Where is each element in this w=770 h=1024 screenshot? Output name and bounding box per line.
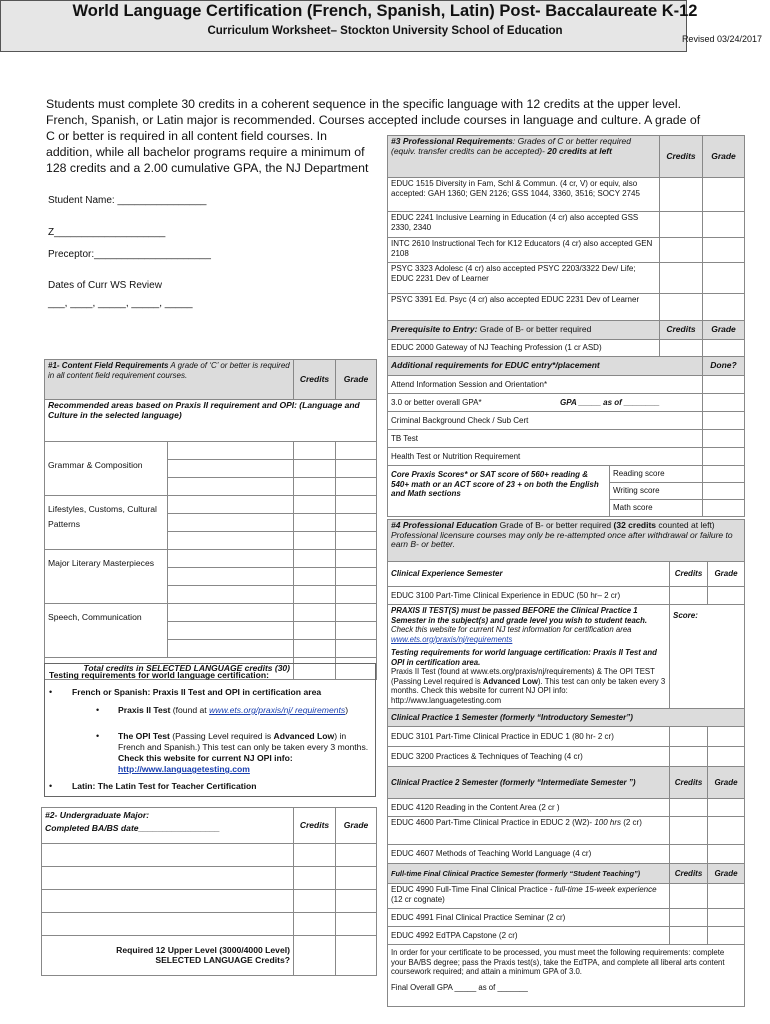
testing-praxis-item [118, 705, 368, 716]
praxis-close: ) [345, 705, 349, 715]
praxis-found-at: (found at [170, 705, 210, 715]
done-blank[interactable] [703, 448, 745, 466]
course-blank[interactable] [42, 844, 294, 867]
opi-link[interactable]: http://www.languagetesting.com [118, 764, 250, 774]
entry-done-header: Done? [703, 357, 745, 376]
course-blank[interactable] [42, 890, 294, 913]
grade-blank[interactable] [708, 747, 745, 767]
grade-blank[interactable] [336, 622, 377, 640]
s4-title-c: (32 credits [613, 520, 657, 530]
credits-blank[interactable] [660, 238, 703, 263]
entry-background: Criminal Background Check / Sub Cert [388, 412, 703, 430]
done-blank[interactable] [703, 376, 745, 394]
educ-4600 [388, 817, 670, 845]
grade-blank[interactable] [703, 294, 745, 321]
revised-date: Revised 03/24/2017 [681, 34, 762, 44]
ft-credits-header: Credits [670, 864, 708, 884]
done-blank[interactable] [703, 430, 745, 448]
grade-blank[interactable] [336, 890, 377, 913]
final-gpa-field[interactable]: Final Overall GPA _____ as of _______ [391, 982, 528, 992]
bullet-icon: • [96, 705, 100, 715]
grade-blank[interactable] [708, 909, 745, 927]
educ-4992: EDUC 4992 EdTPA Capstone (2 cr) [388, 927, 670, 945]
bullet-icon: • [96, 731, 100, 741]
grade-blank[interactable] [336, 532, 377, 550]
testing-french-spanish: French or Spanish: Praxis II Test and OPI in certification area [72, 687, 322, 697]
credits-blank[interactable] [294, 550, 336, 568]
educ-4991: EDUC 4991 Final Clinical Practice Seminar (2 cr) [388, 909, 670, 927]
testing-box [44, 663, 376, 797]
s4-title-cell [388, 520, 745, 562]
grade-blank[interactable] [708, 727, 745, 747]
opi-label: The OPI Test [118, 731, 170, 741]
area-lifestyles: Lifestyles, Customs, Cultural Patterns [45, 496, 168, 550]
final-requirements-cell [388, 945, 745, 1007]
grade-blank[interactable] [708, 884, 745, 909]
done-blank[interactable] [703, 500, 745, 517]
s3-course-2: EDUC 2241 Inclusive Learning in Education (4 cr) also accepted GSS 2330, 2340 [388, 212, 660, 238]
s2-title: #2- Undergraduate Major: [45, 810, 150, 820]
preceptor-field[interactable]: Preceptor:_____________________ [48, 249, 211, 260]
grade-blank[interactable] [336, 844, 377, 867]
s3-course-1: EDUC 1515 Diversity in Fam, Schl & Commun. (4 cr, V) or equiv, also accepted: GAH 1360; GEN 2126; GSS 1044, 3360, 3516; SOCY 2745 [388, 178, 660, 212]
s1-title-cell [45, 360, 294, 400]
professional-requirements-table [387, 135, 745, 517]
credits-blank[interactable] [660, 178, 703, 212]
grade-blank[interactable] [336, 604, 377, 622]
s2-title-cell [42, 808, 294, 844]
s1-credits-header: Credits [294, 360, 336, 400]
credits-blank[interactable] [294, 586, 336, 604]
s3-course-5: PSYC 3391 Ed. Psyc (4 cr) also accepted EDUC 2231 Dev of Learner [388, 294, 660, 321]
course-blank[interactable] [168, 460, 294, 478]
praxis-requirement-cell [388, 605, 670, 709]
grade-blank[interactable] [703, 238, 745, 263]
grade-blank[interactable] [336, 442, 377, 460]
educ-4990 [388, 884, 670, 909]
cp1-header: Clinical Practice 1 Semester (formerly “Introductory Semester”) [388, 709, 745, 727]
course-blank[interactable] [168, 586, 294, 604]
credits-blank[interactable] [294, 442, 336, 460]
grade-blank[interactable] [336, 568, 377, 586]
grade-blank[interactable] [336, 460, 377, 478]
z-number-field[interactable]: Z____________________ [48, 227, 166, 238]
credits-blank[interactable] [294, 478, 336, 496]
s2-credits-header: Credits [294, 808, 336, 844]
course-blank[interactable] [168, 532, 294, 550]
educ-3200: EDUC 3200 Practices & Techniques of Teaching (4 cr) [388, 747, 670, 767]
entry-gpa [388, 394, 703, 412]
prereq-cell [388, 321, 660, 340]
course-blank[interactable] [168, 640, 294, 658]
course-blank[interactable] [168, 496, 294, 514]
s3-title-cell [388, 136, 660, 178]
praxis-link[interactable]: www.ets.org/praxis/nj/ requirements [209, 705, 346, 715]
credits-blank[interactable] [294, 913, 336, 936]
clinical-credits-header: Credits [670, 562, 708, 587]
course-blank[interactable] [168, 514, 294, 532]
educ-4600-b: 100 hrs [594, 818, 621, 827]
done-blank[interactable] [703, 466, 745, 483]
s3-title-rest: : Grades of C or better required (equiv. transfer credits can be accepted)- [391, 136, 632, 156]
grade-blank[interactable] [708, 587, 745, 605]
credits-blank[interactable] [670, 799, 708, 817]
intro-line-1: Students must complete 30 credits in a coherent sequence in the specific language with 12 credits at the upper level. [46, 97, 682, 111]
credits-blank[interactable] [294, 460, 336, 478]
intro-line-4: addition, while all bachelor programs require a minimum of [46, 145, 365, 159]
s3-credits-header: Credits [660, 136, 703, 178]
credits-blank[interactable] [670, 909, 708, 927]
intro-line-5: 128 credits and a 2.00 cumulative GPA, the NJ Department [46, 161, 369, 175]
credits-blank[interactable] [294, 532, 336, 550]
educ-4990-b: full-time 15-week experience [554, 885, 657, 894]
testing-opi-item [118, 731, 373, 775]
credits-blank[interactable] [294, 496, 336, 514]
credits-blank[interactable] [670, 817, 708, 845]
course-blank[interactable] [168, 622, 294, 640]
s4-praxis-a: PRAXIS II TEST(S) must be passed BEFORE the Clinical Practice 1 Semester in the subject(s) and grade level you wish to student teach. [391, 606, 648, 625]
ft-grade-header: Grade [708, 864, 745, 884]
prereq-label: Prerequisite to Entry: [391, 324, 478, 335]
credits-blank[interactable] [294, 890, 336, 913]
s1-recommended: Recommended areas based on Praxis II requirement and OPI: (Language and Culture in the selected language) [45, 400, 377, 442]
grade-blank[interactable] [703, 340, 745, 357]
s4-testing-body-c: ). This test can only be taken every 3 months. Check this website for current NJ OPI info: http://www.languagetesting.com [391, 676, 666, 705]
s2-required: Required 12 Upper Level (3000/4000 Level) SELECTED LANGUAGE Credits? [42, 936, 294, 976]
credits-blank[interactable] [660, 340, 703, 357]
undergrad-major-table [41, 807, 377, 976]
credits-blank[interactable] [670, 884, 708, 909]
s3-course-4: PSYC 3323 Adolesc (4 cr) also accepted PSYC 2203/3322 Dev/ Life; EDUC 2231 Dev of Learner [388, 263, 660, 294]
entry-gpa-label: 3.0 or better overall GPA* [391, 397, 482, 407]
intro-line-3: C or better is required in all content field courses. In [46, 129, 327, 143]
educ-4990-c: (12 cr cognate) [391, 894, 445, 904]
credits-blank[interactable] [670, 587, 708, 605]
educ-4600-a: EDUC 4600 Part-Time Clinical Practice in EDUC 2 (W2)- [391, 818, 595, 827]
educ-4600-c: (2 cr) [621, 818, 642, 827]
entry-orientation: Attend Information Session and Orientation* [388, 376, 703, 394]
s4-praxis-b: Check this website for current NJ test information for certification area [391, 625, 632, 634]
credits-blank[interactable] [660, 263, 703, 294]
s4-title-b: Grade of B- or better required [497, 520, 614, 530]
student-name-field[interactable]: Student Name: ________________ [48, 195, 207, 206]
grade-blank[interactable] [336, 496, 377, 514]
credits-blank[interactable] [294, 604, 336, 622]
s1-title-rest: A grade of ‘C’ or better is required in all content field requirement courses. [48, 361, 290, 380]
s4-title: #4 Professional Education [391, 520, 498, 530]
course-blank[interactable] [168, 568, 294, 586]
credits-blank[interactable] [670, 747, 708, 767]
s3-title: #3 Professional Requirements [391, 136, 513, 146]
course-blank[interactable] [42, 867, 294, 890]
credits-blank[interactable] [670, 727, 708, 747]
credits-blank[interactable] [294, 622, 336, 640]
math-score: Math score [610, 500, 703, 517]
educ-3100: EDUC 3100 Part-Time Clinical Experience in EDUC (50 hr– 2 cr) [388, 587, 670, 605]
credits-blank[interactable] [294, 867, 336, 890]
grade-blank[interactable] [708, 817, 745, 845]
clinical-header: Clinical Experience Semester [388, 562, 670, 587]
title-box [0, 0, 762, 52]
grade-blank[interactable] [336, 640, 377, 658]
s4-testing-body-a: Praxis II Test (found at www.ets.org/praxis/nj/requirements) & The OPI TEST (Passing Level required is [391, 667, 655, 686]
area-speech: Speech, Communication [45, 604, 168, 658]
clinical-grade-header: Grade [708, 562, 745, 587]
bullet-icon: • [49, 687, 53, 697]
s2-grade-header: Grade [336, 808, 377, 844]
credits-blank[interactable] [660, 212, 703, 238]
cp2-credits-header: Credits [670, 767, 708, 799]
done-blank[interactable] [703, 394, 745, 412]
grade-blank[interactable] [336, 913, 377, 936]
opi-level: Advanced Low [273, 731, 335, 741]
grade-blank[interactable] [708, 845, 745, 864]
grade-blank[interactable] [703, 263, 745, 294]
testing-heading: Testing requirements for world language certification: [49, 670, 269, 680]
opi-text-2: ) in French and Spanish.) This test can only be taken every 3 months. [118, 731, 369, 752]
cp2-header: Clinical Practice 2 Semester (formerly “Intermediate Semester ”) [388, 767, 670, 799]
opi-text-1: (Passing Level required is [169, 731, 274, 741]
s4-testing-body-b: Advanced Low [482, 676, 538, 686]
grade-blank[interactable] [336, 586, 377, 604]
page-subtitle: Curriculum Worksheet– Stockton University School of Education [207, 25, 563, 37]
s3-grade-header: Grade [703, 136, 745, 178]
final-requirements: In order for your certificate to be processed, you must meet the following requirements: complete your BA/BS degree; pass the Praxis test(s), take the EdTPA, and complete all liberal arts content coursework required; and attain a minimum GPA of 3.0. [391, 948, 725, 976]
entry-title: Additional requirements for EDUC entry*/placement [388, 357, 703, 376]
done-blank[interactable] [703, 483, 745, 500]
s4-testing-title: Testing requirements for world language certification: Praxis II Test and OPI in certification area. [391, 648, 657, 667]
s2-completed[interactable]: Completed BA/BS date_________________ [45, 823, 220, 833]
grade-blank[interactable] [703, 178, 745, 212]
area-grammar: Grammar & Composition [45, 442, 168, 496]
course-blank[interactable] [168, 442, 294, 460]
educ-4990-a: EDUC 4990 Full-Time Final Clinical Practice - [391, 885, 555, 894]
credits-blank[interactable] [294, 844, 336, 867]
credits-blank[interactable] [294, 640, 336, 658]
course-blank[interactable] [168, 604, 294, 622]
grade-blank[interactable] [708, 799, 745, 817]
dates-review-blanks[interactable]: ___, ____, _____, _____, _____ [48, 298, 193, 309]
grade-blank[interactable] [336, 550, 377, 568]
credits-blank[interactable] [670, 845, 708, 864]
grade-blank[interactable] [703, 212, 745, 238]
dates-review-label: Dates of Curr WS Review [48, 280, 162, 291]
reading-score: Reading score [610, 466, 703, 483]
entry-gpa-blank[interactable]: GPA _____ as of ________ [560, 397, 660, 407]
entry-tb: TB Test [388, 430, 703, 448]
prereq-rest: Grade of B- or better required [477, 324, 592, 335]
praxis-score-field[interactable]: Score: [670, 605, 745, 709]
done-blank[interactable] [703, 412, 745, 430]
educ-4607: EDUC 4607 Methods of Teaching World Language (4 cr) [388, 845, 670, 864]
educ-4120: EDUC 4120 Reading in the Content Area (2 cr ) [388, 799, 670, 817]
grade-blank[interactable] [336, 514, 377, 532]
ft-header: Full-time Final Clinical Practice Semester (formerly “Student Teaching”) [388, 864, 670, 884]
course-blank[interactable] [168, 478, 294, 496]
prereq-course: EDUC 2000 Gateway of NJ Teaching Profession (1 cr ASD) [388, 340, 660, 357]
s4-praxis-link[interactable]: www.ets.org/praxis/nj/requirements [391, 634, 513, 644]
content-field-table [44, 359, 377, 680]
course-blank[interactable] [42, 913, 294, 936]
credits-blank[interactable] [660, 294, 703, 321]
entry-health: Health Test or Nutrition Requirement [388, 448, 703, 466]
entry-core-praxis: Core Praxis Scores* or SAT score of 560+ reading & 540+ math or an ACT score of 23 + on both the English and Math sections [388, 466, 610, 517]
s1-grade-header: Grade [336, 360, 377, 400]
intro-line-2: French, Spanish, or Latin major is recommended. Courses accepted include courses in language and culture. A grade of [46, 113, 701, 127]
writing-score: Writing score [610, 483, 703, 500]
opi-text-3: Check this website for current NJ OPI info: [118, 753, 293, 763]
s3-course-3: INTC 2610 Instructional Tech for K12 Educators (4 cr) also accepted GEN 2108 [388, 238, 660, 263]
credits-blank[interactable] [294, 568, 336, 586]
s1-title: #1- Content Field Requirements [48, 361, 169, 370]
credits-blank[interactable] [294, 514, 336, 532]
grade-blank[interactable] [336, 478, 377, 496]
s4-title-d: counted at left) [656, 520, 715, 530]
credits-blank[interactable] [670, 927, 708, 945]
s3-title-bold: 20 credits at left [547, 145, 612, 156]
area-literary: Major Literary Masterpieces [45, 550, 168, 604]
course-blank[interactable] [168, 550, 294, 568]
educ-3101: EDUC 3101 Part-Time Clinical Practice in EDUC 1 (80 hr- 2 cr) [388, 727, 670, 747]
professional-education-table [387, 519, 745, 1007]
credits-blank[interactable] [294, 936, 336, 976]
grade-blank[interactable] [336, 936, 377, 976]
cp2-grade-header: Grade [708, 767, 745, 799]
s1-total-label: Total credits in SELECTED LANGUAGE credits (30) [45, 658, 294, 680]
grade-blank[interactable] [336, 867, 377, 890]
prereq-credits-header: Credits [660, 321, 703, 340]
grade-blank[interactable] [708, 927, 745, 945]
prereq-grade-header: Grade [703, 321, 745, 340]
page-title: World Language Certification (French, Spanish, Latin) Post- Baccalaureate K-12 [72, 2, 698, 20]
s4-title-e: Professional licensure courses may only be re-attempted once after withdrawal or failure to earn B- or better. [391, 529, 733, 549]
bullet-icon: • [49, 781, 53, 791]
praxis-label: Praxis II Test [118, 705, 171, 715]
testing-latin: Latin: The Latin Test for Teacher Certification [72, 781, 257, 791]
